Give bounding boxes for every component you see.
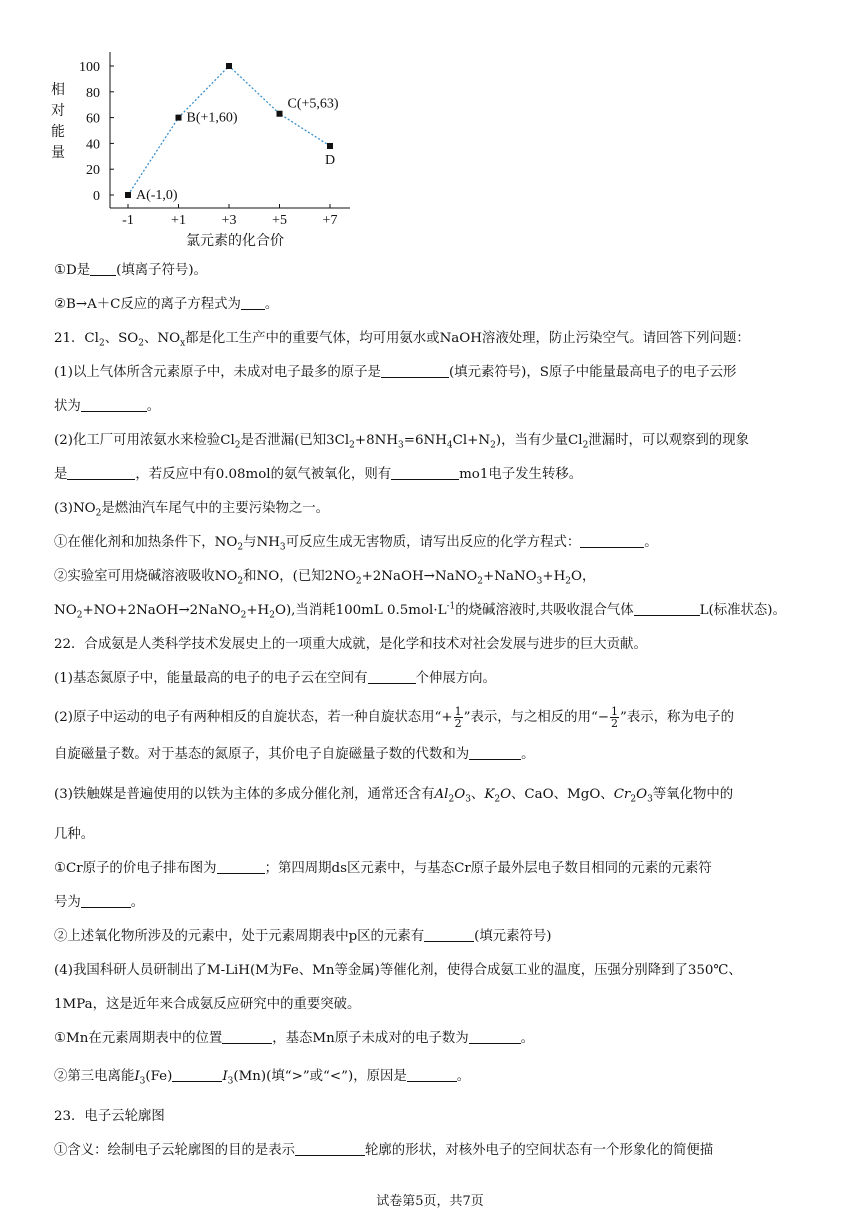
q22-4-line-2: 1MPa，这是近年来合成氨反应研究中的重要突破。 [54,997,361,1012]
q22-4-1: ①Mn在元素周期表中的位置 ，基态Mn原子未成对的电子数为 。 [54,1031,535,1046]
q21-intro: 21．$Cl_2$、$SO_2$、$NO_x$都是化工生产中的重要气体，均可用氨水或NaOH溶液处理，防止污染空气。请回答下列问题： [54,331,750,349]
answer-blank[interactable] [407,1069,457,1082]
y-tick-label: 0 [93,189,100,204]
data-point [277,111,283,117]
q21-3-2-line-2: $NO_2+NO+2NaOH\to 2NaNO_2+H_2O$),当消耗100mL $0.5mol\cdot L^{-1}$的烧碱溶液时,共吸收混合气体 L(标准状态)。 [54,601,786,621]
svg-text:量: 量 [51,146,65,161]
q21-1-line-1: (1)以上气体所含元素原子中，未成对电子最多的原子是 (填元素符号)，S原子中能量最高电子的电子云形 [54,365,737,380]
answer-blank[interactable] [67,467,135,480]
q22-4-line-1: (4)我国科研人员研制出了M-LiH(M为Fe、Mn等金属)等催化剂，使得合成氨工业的温度，压强分别降到了350℃、 [54,963,742,978]
q21-2-line-1: (2)化工厂可用浓氨水来检验$Cl_2$是否泄漏(已知$3Cl_2+8NH_3=6NH_4Cl+N_2$)，当有少量$Cl_2$泄漏时，可以观察到的现象 [54,433,749,451]
x-tick-label: +1 [171,213,186,228]
answer-blank[interactable] [172,1069,222,1082]
answer-blank[interactable] [81,399,147,412]
answer-blank[interactable] [217,861,265,874]
svg-text:对: 对 [51,104,65,119]
y-tick-label: 40 [86,137,100,153]
x-axis-title: 氯元素的化合价 [186,234,284,249]
q20-line-1: ①D是 (填离子符号)。 [54,263,207,278]
data-point-label: A(-1,0) [136,188,178,203]
fraction-half: $\frac{1}{2}$ [611,705,619,730]
y-tick-label: 100 [79,60,100,75]
q22-intro: 22．合成氨是人类科学技术发展史上的一项重大成就，是化学和技术对社会发展与进步的巨大贡献。 [54,637,647,652]
q23-1: ①含义：绘制电子云轮廓图的目的是表示 轮廓的形状，对核外电子的空间状态有一个形象化的简便描 [54,1143,714,1158]
answer-blank[interactable] [424,929,474,942]
data-point [125,192,131,198]
y-tick-label: 60 [86,111,100,127]
data-point-label: D [324,152,336,168]
data-point-label: C(+5,63) [287,96,339,112]
q22-3-1-line-2: 号为 。 [54,895,145,910]
answer-blank[interactable] [295,1143,365,1156]
q22-3-2: ②上述氧化物所涉及的元素中，处于元素周期表中p区的元素有 (填元素符号) [54,929,552,944]
y-tick-label: 20 [86,163,100,179]
q22-1: (1)基态氮原子中，能量最高的电子的电子云在空间有 个伸展方向。 [54,671,496,686]
data-point [226,63,232,69]
page-footer: 试卷第5页，共7页 [376,1194,484,1209]
x-tick-label: +3 [221,213,237,228]
q21-3-1: ①在催化剂和加热条件下，$NO_2$与$NH_3$可反应生成无害物质，请写出反应的化学方程式： 。 [54,535,658,553]
q20-line-2: ②B→A＋C反应的离子方程式为 。 [54,297,279,312]
answer-blank[interactable] [241,297,265,310]
data-point [176,115,182,121]
data-point-label: B(+1,60) [186,110,238,126]
q23-title: 23．电子云轮廓图 [54,1109,165,1124]
answer-blank[interactable] [391,467,459,480]
q22-3-1-line-1: ①Cr原子的价电子排布图为 ；第四周期ds区元素中，与基态Cr原子最外层电子数目相同的元素的元素符 [54,861,712,876]
q22-2-line-2: 自旋磁量子数。对于基态的氮原子，其价电子自旋磁量子数的代数和为 。 [54,747,535,762]
q22-3-line-1: (3)铁触媒是普遍使用的以铁为主体的多成分催化剂，通常还含有$Al_2O_3$、$K_2O$、CaO、MgO、$Cr_2O_3$等氧化物中的 [54,787,734,805]
q21-3-intro: $(3)NO_2$是燃油汽车尾气中的主要污染物之一。 [54,501,330,519]
x-tick-label: +7 [322,213,338,228]
answer-blank[interactable] [634,603,700,616]
energy-chart [40,40,370,250]
y-axis-title [51,81,65,161]
answer-blank[interactable] [222,1031,272,1044]
fraction-half: $\frac{1}{2}$ [454,705,462,730]
svg-text:能: 能 [51,125,65,140]
q21-3-2-line-1: ②实验室可用烧碱溶液吸收$NO_2$和NO，(已知$2NO_2+2NaOH\to NaNO_2+NaNO_3+H_2O$， [54,569,596,587]
answer-blank[interactable] [381,365,449,378]
q21-2-line-2: 是 ，若反应中有0.08mol的氨气被氧化，则有 mo1电子发生转移。 [54,467,583,482]
svg-text:相: 相 [51,83,65,98]
answer-blank[interactable] [469,1031,521,1044]
q22-3-line-2: 几种。 [54,827,95,842]
answer-blank[interactable] [580,535,644,548]
x-tick-label: -1 [122,213,134,228]
answer-blank[interactable] [90,263,116,276]
y-tick-label: 80 [86,85,100,101]
data-point [327,143,333,149]
q22-4-2: ②第三电离能$I_3(Fe)$ $I_3(Mn)$(填“>”或“<”)，原因是 。 [54,1069,471,1087]
x-tick-label: +5 [272,213,287,228]
answer-blank[interactable] [469,747,521,760]
q21-1-line-2: 状为 。 [54,399,161,414]
q22-2-line-1: (2)原子中运动的电子有两种相反的自旋状态，若一种自旋状态用“+ $\frac{1}{2}$ ”表示，与之相反的用“− $\frac{1}{2}$ ”表示，称为电子的 [54,705,735,730]
data-line [128,66,330,195]
answer-blank[interactable] [81,895,131,908]
answer-blank[interactable] [368,671,416,684]
